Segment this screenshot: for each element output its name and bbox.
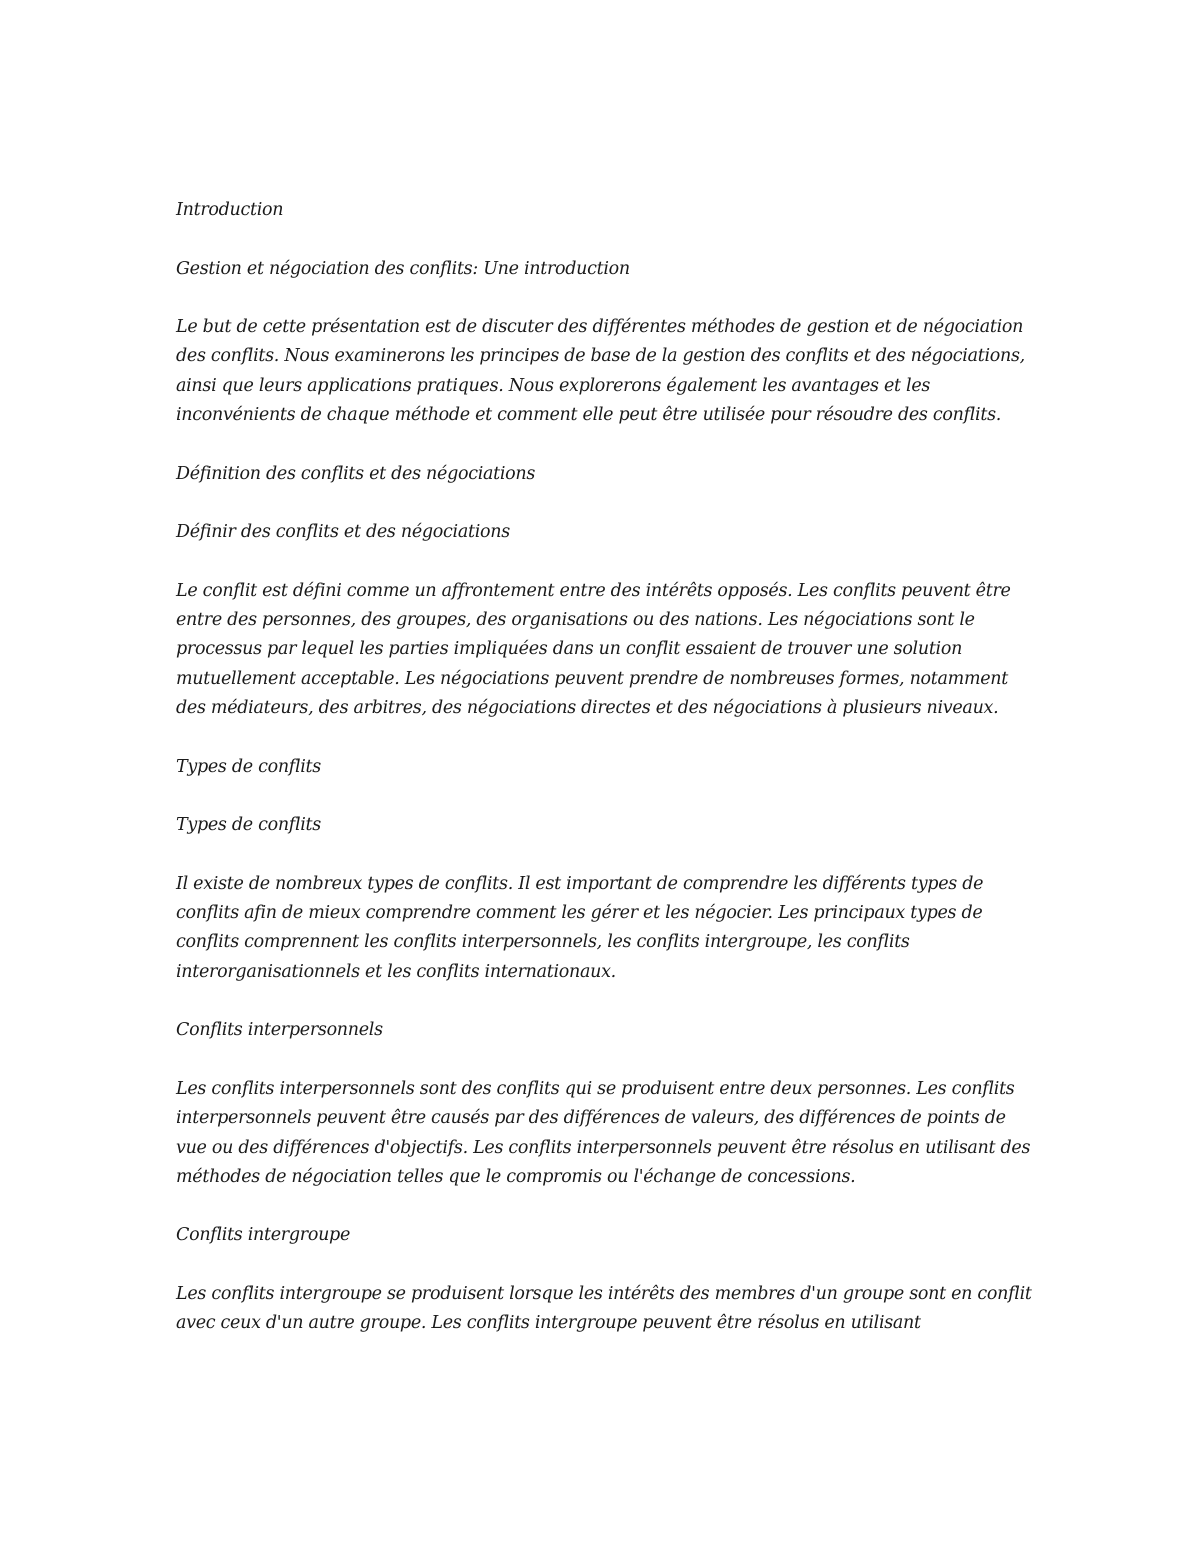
paragraph-interpersonnels: Les conflits interpersonnels sont des conflits qui se produisent entre deux personnes. Les conflits interpersonnels peuvent être causés par des différences de valeurs, des différences de points de vue ou des différences d'objectifs. Les conflits interpersonnels peuvent être résolus en utilisant des méthodes de négociation telles que le compromis ou l'échange de concessions.: [176, 1078, 1031, 1187]
heading-conflits-interpersonnels: Conflits interpersonnels: [176, 1020, 383, 1041]
heading-types-de-conflits: Types de conflits: [176, 756, 321, 777]
paragraph-conflit-defini: Le conflit est défini comme un affrontement entre des intérêts opposés. Les conflits peuvent être entre des personnes, des groupes, des organisations ou des nations. Les négociations sont le processus par lequel les parties impliquées dans un conflit essaient de trouver une solution mutuellement acceptable. Les négociations peuvent prendre de nombreuses formes, notamment des médiateurs, des arbitres, des négociations directes et des négociations à plusieurs niveaux.: [176, 580, 1011, 719]
heading-introduction: Introduction: [176, 200, 284, 220]
paragraph-types: Il existe de nombreux types de conflits. Il est important de comprendre les différents types de conflits afin de mieux comprendre comment les gérer et les négocier. Les principaux types de conflits comprennent les conflits interpersonnels, les conflits intergroupe, les conflits interorganisationnels et les conflits internationaux.: [176, 873, 984, 982]
heading-conflits-intergroupe: Conflits intergroupe: [176, 1225, 350, 1246]
heading-types-de-conflits-2: Types de conflits: [176, 815, 321, 836]
paragraph-but-presentation: Le but de cette présentation est de discuter des différentes méthodes de gestion et de négociation des conflits. Nous examinerons les principes de base de la gestion des conflits et des négociations, ainsi que leurs applications pratiques. Nous explorerons également les avantages et les inconvénients de chaque méthode et comment elle peut être utilisée pour résoudre des conflits.: [176, 317, 1025, 426]
paragraph-intergroupe: Les conflits intergroupe se produisent lorsque les intérêts des membres d'un groupe sont en conflit avec ceux d'un autre groupe. Les conflits intergroupe peuvent être résolus en utilisant: [176, 1283, 1032, 1334]
document-body: [176, 196, 1036, 1368]
heading-definition: Définition des conflits et des négociations: [176, 463, 536, 484]
heading-gestion-introduction: Gestion et négociation des conflits: Une introduction: [176, 258, 630, 279]
heading-definir: Définir des conflits et des négociations: [176, 522, 510, 543]
